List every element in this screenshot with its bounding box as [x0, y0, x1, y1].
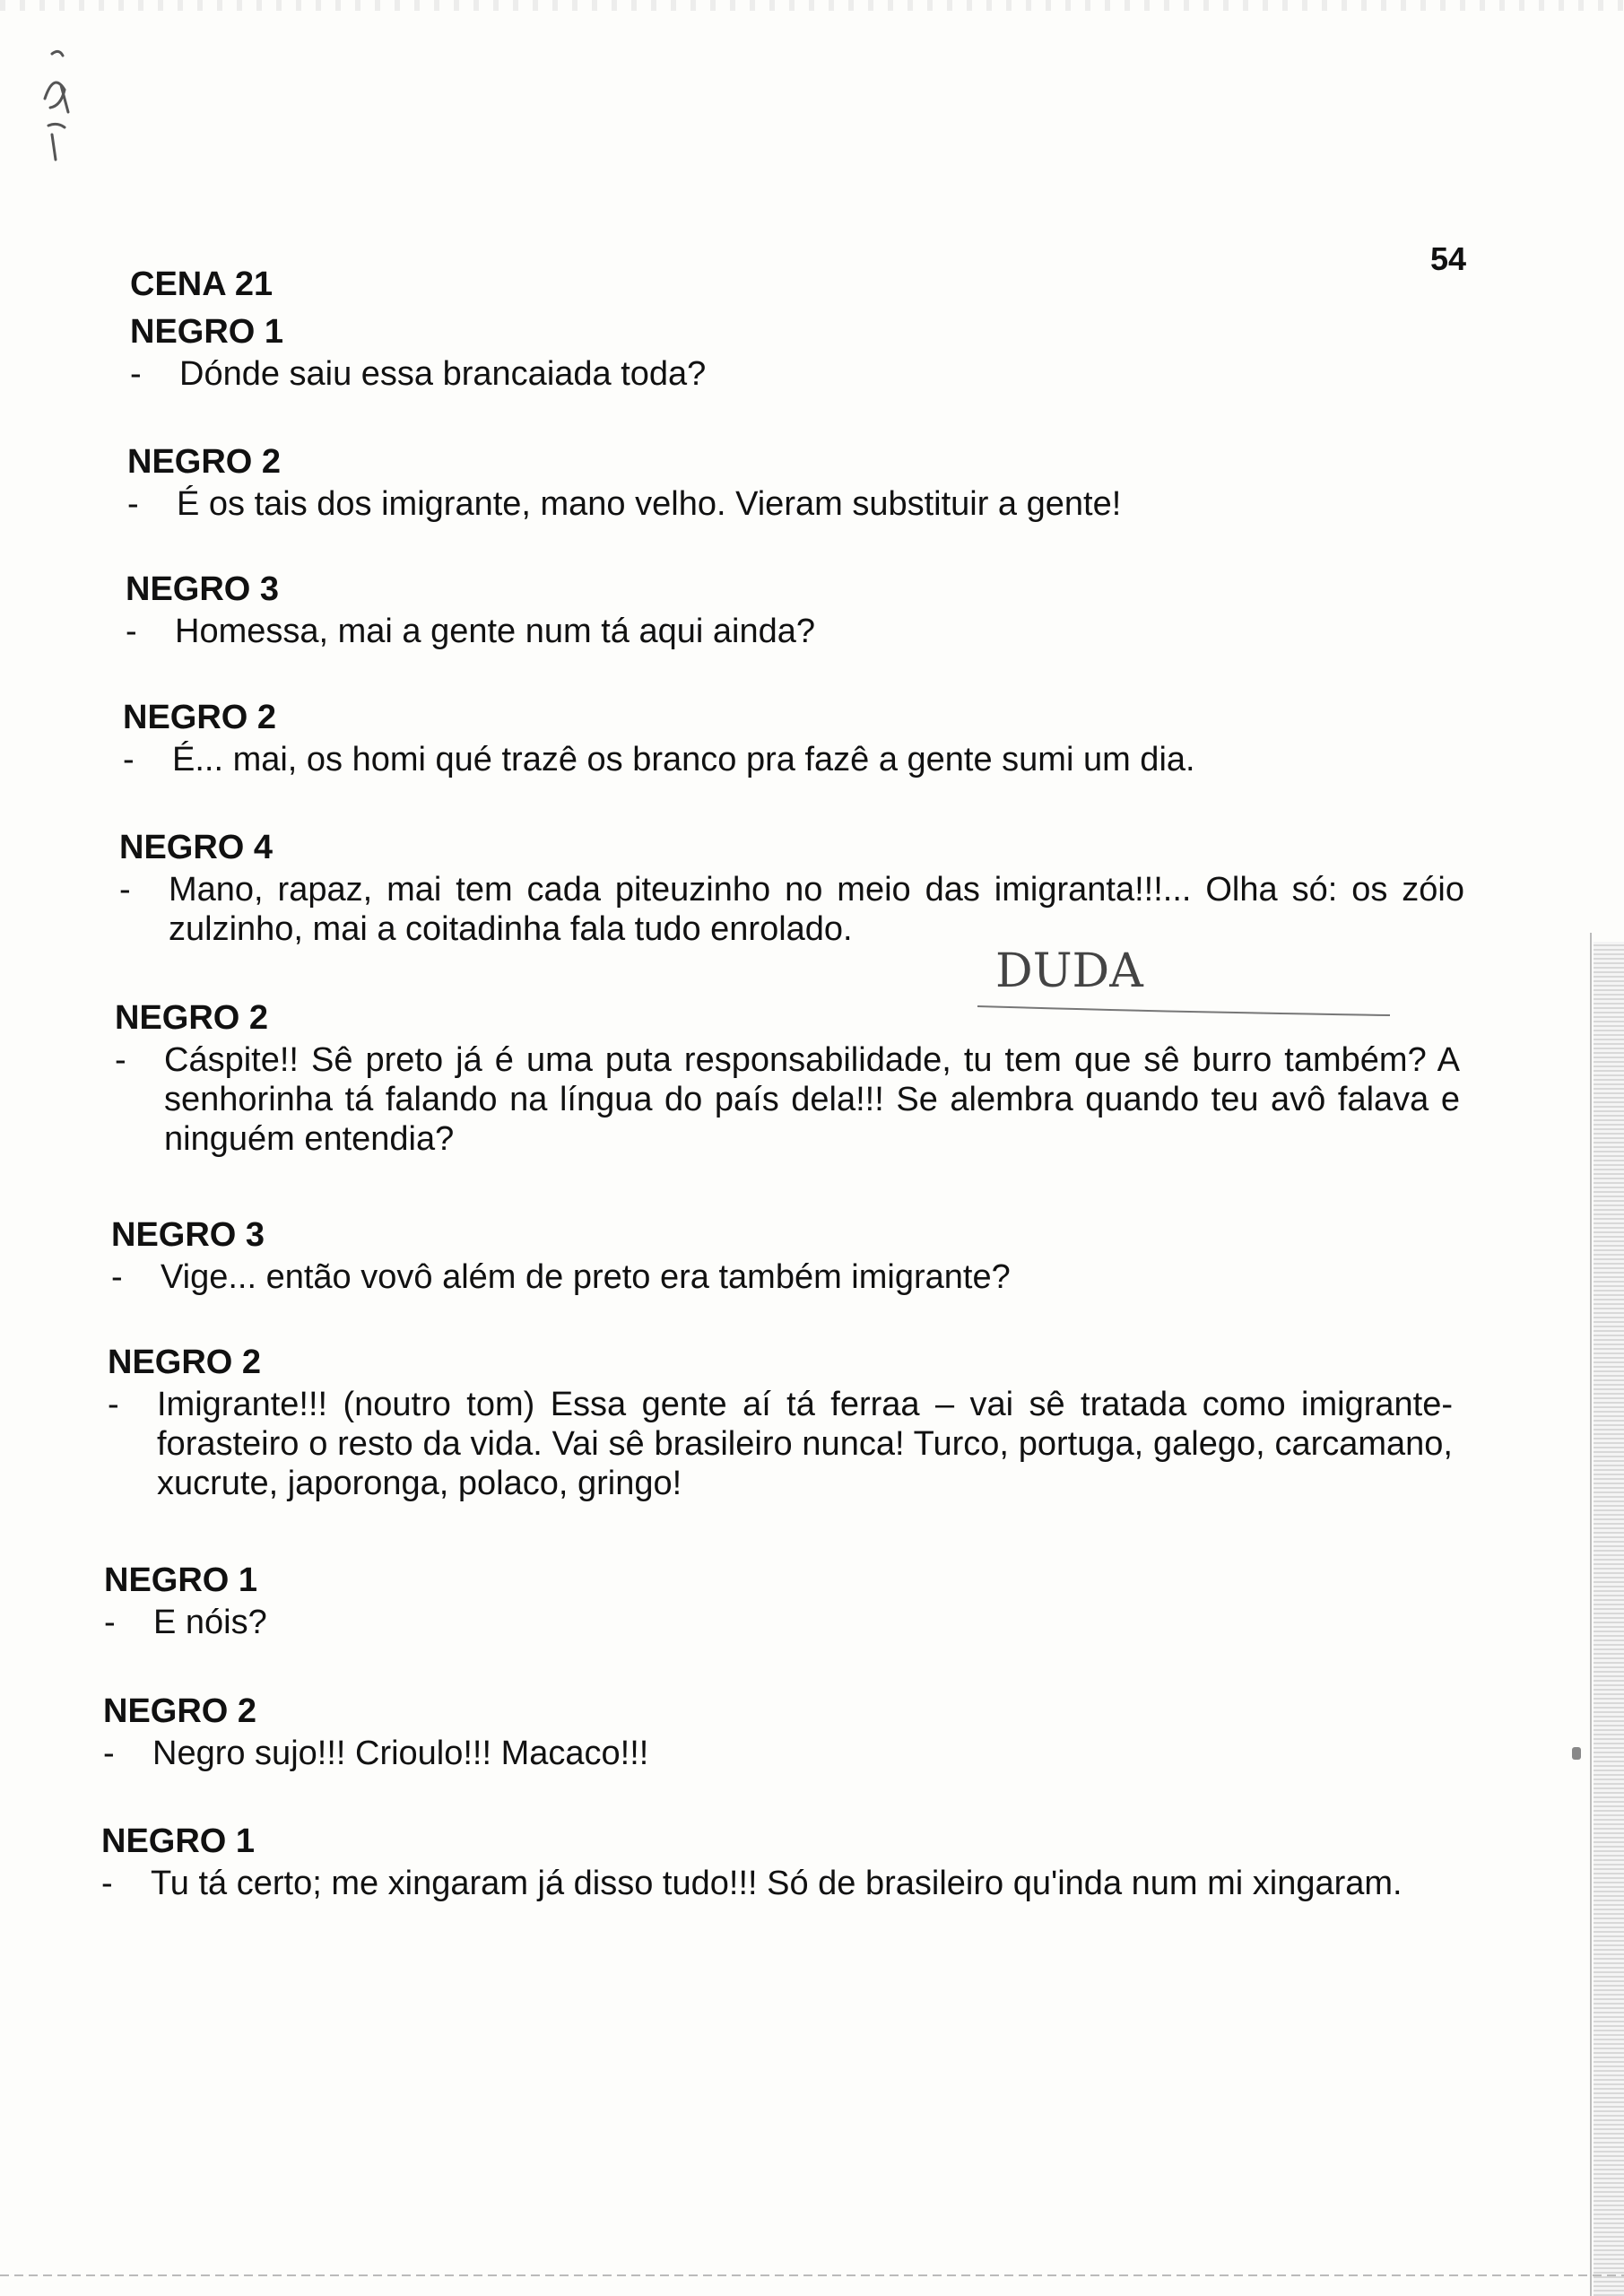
page-number: 54 [1430, 240, 1467, 277]
speaker-name: NEGRO 2 [108, 1344, 262, 1381]
speaker-name: NEGRO 1 [104, 1561, 258, 1599]
speaker-name: NEGRO 1 [130, 313, 284, 351]
dialogue-line: - É os tais dos imigrante, mano velho. Vieram substituir a gente! [127, 485, 1122, 523]
speaker-name: NEGRO 3 [126, 570, 280, 608]
speaker-name: NEGRO 2 [103, 1692, 257, 1730]
scene-title: CENA 21 [130, 265, 274, 303]
dialogue-line: - Mano, rapaz, mai tem cada piteuzinho no meio das imigranta!!!... Olha só: os zóio zulzinho, mai a coitadinha fala tudo enrolado. [119, 871, 1464, 948]
dialogue-line: - Homessa, mai a gente num tá aqui ainda? [126, 613, 815, 650]
dialogue-block-10 [103, 1689, 1430, 1773]
dialogue-line: - Negro sujo!!! Crioulo!!! Macaco!!! [103, 1735, 649, 1772]
dialogue-line: - Imigrante!!! (noutro tom) Essa gente aí tá ferraa – vai sê tratada como imigrante-forasteiro o resto da vida. Vai sê brasileiro nunca! Turco, portuga, galego, carcamano, xucrute, japoronga, polaco, gringo! [108, 1386, 1453, 1502]
speaker-name: NEGRO 2 [127, 443, 282, 481]
dialogue-block-7 [111, 1213, 1438, 1297]
scan-edge-right [1594, 942, 1624, 2296]
scan-edge-top [0, 0, 1624, 11]
dialogue-line: - Vige... então vovô além de preto era também imigrante? [111, 1258, 1011, 1296]
dialogue-line: - Dónde saiu essa brancaiada toda? [130, 355, 707, 393]
speaker-name: NEGRO 2 [123, 699, 277, 736]
speaker-name: NEGRO 2 [115, 999, 269, 1037]
dialogue-block-11 [101, 1819, 1446, 1903]
dialogue-block-2 [127, 439, 1455, 524]
scan-edge-bottom [0, 2274, 1624, 2276]
scan-speck [1572, 1747, 1581, 1760]
scan-edge-line [1590, 933, 1592, 2296]
dialogue-block-3 [126, 567, 1453, 651]
speaker-name: NEGRO 3 [111, 1216, 265, 1254]
speaker-name: NEGRO 1 [101, 1822, 256, 1860]
dialogue-block-1 [130, 309, 1457, 394]
speaker-name: NEGRO 4 [119, 829, 274, 866]
dialogue-block-4 [123, 695, 1450, 779]
dialogue-line: - E nóis? [104, 1604, 267, 1641]
dialogue-block-6 [115, 996, 1460, 1159]
dialogue-line: - É... mai, os homi qué trazê os branco pra fazê a gente sumi um dia. [123, 741, 1195, 778]
dialogue-block-8 [108, 1340, 1453, 1503]
dialogue-line: - Tu tá certo; me xingaram já disso tudo!!! Só de brasileiro qu'inda num mi xingaram. [101, 1865, 1403, 1902]
dialogue-line: - Cáspite!! Sê preto já é uma puta responsabilidade, tu tem que sê burro também? A senhorinha tá falando na língua do país dela!!! Se alembra quando teu avô falava e ninguém entendia? [115, 1041, 1460, 1158]
handwritten-corner-mark [25, 36, 97, 161]
svg-text:DUDA: DUDA [995, 944, 1143, 998]
dialogue-block-9 [104, 1558, 1431, 1642]
